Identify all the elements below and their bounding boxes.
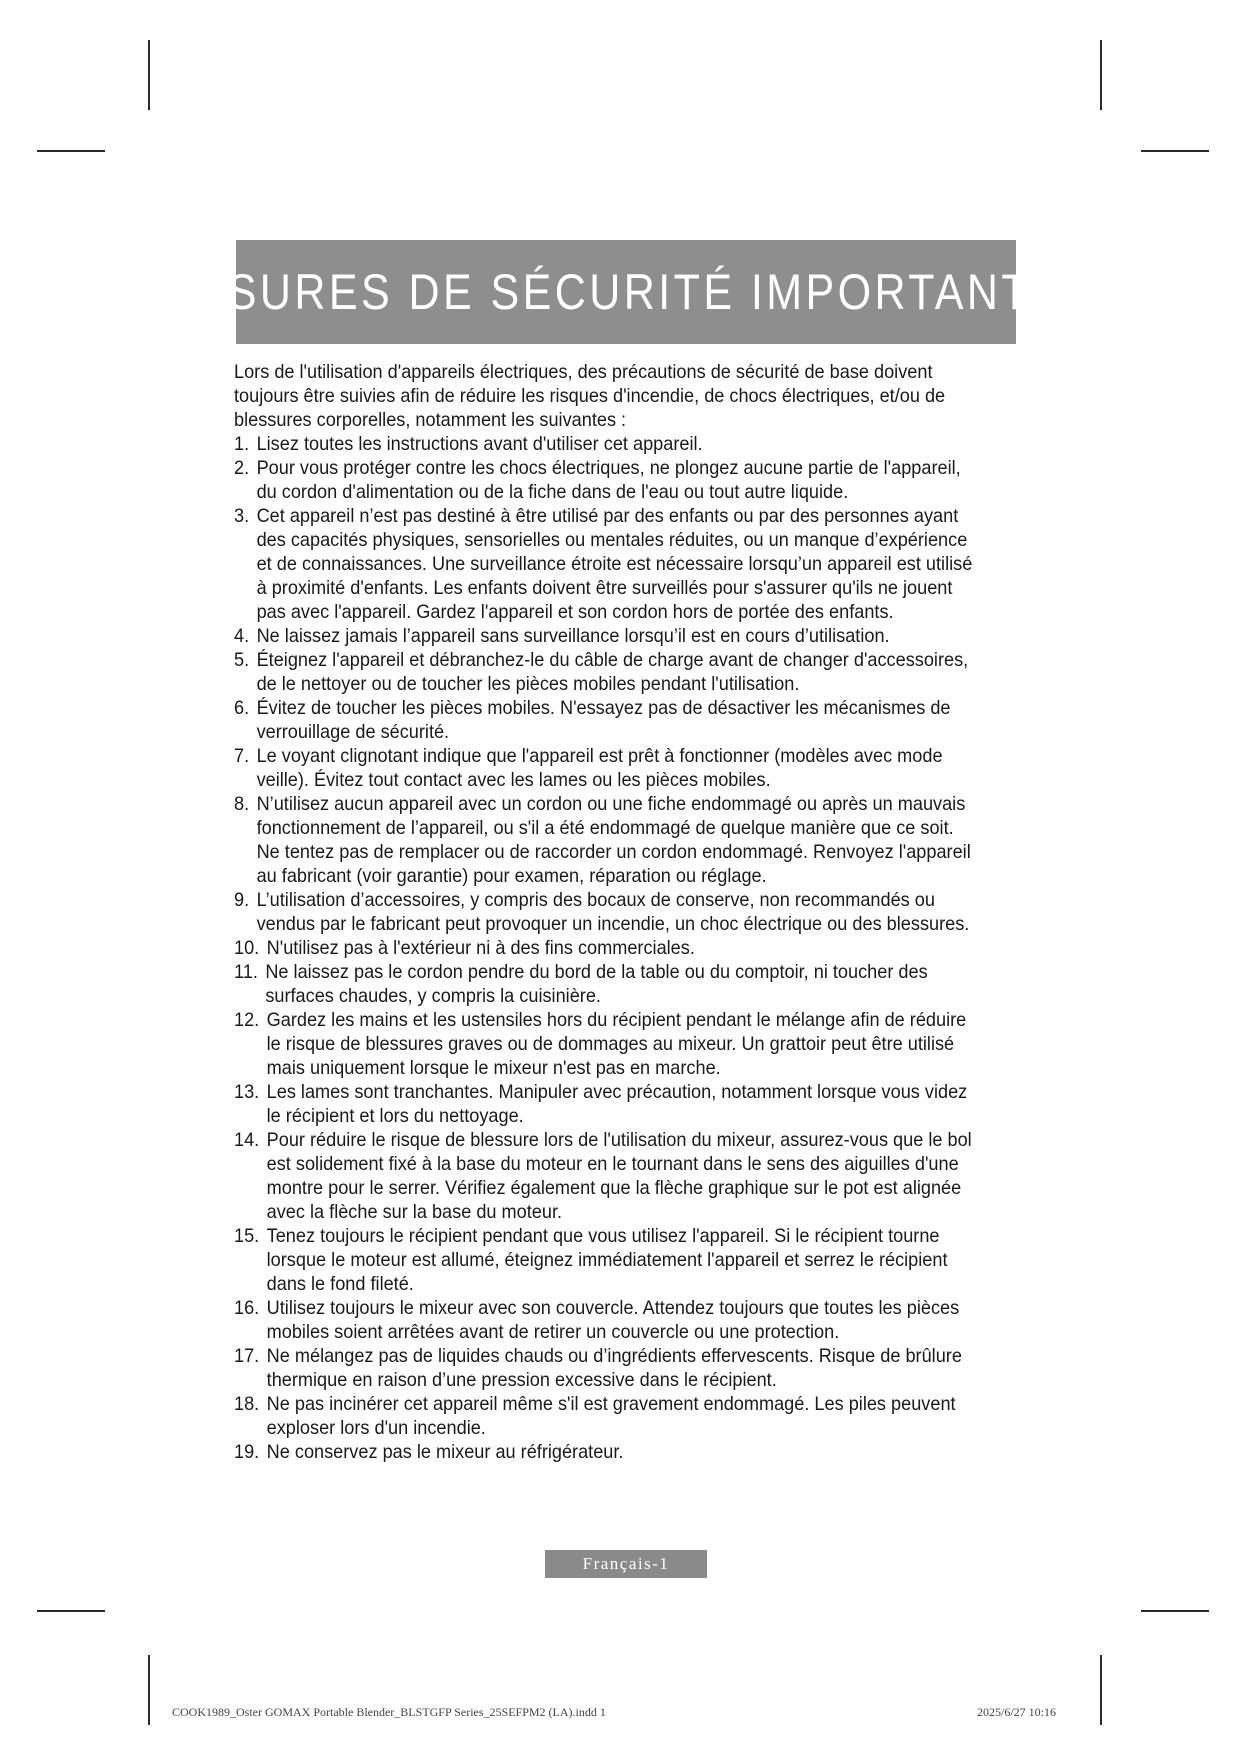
safety-item	[234, 888, 978, 936]
safety-item-text: Gardez les mains et les ustensiles hors du récipient pendant le mélange afin de réduire le risque de blessures graves ou de dommages au mixeur. Un grattoir peut être utilisé mais uniquement lorsque le mixeur n'est pas en marche.	[266, 1009, 967, 1079]
safety-item-text: Ne laissez pas le cordon pendre du bord de la table ou du comptoir, ni toucher des surfaces chaudes, y compris la cuisinière.	[265, 961, 928, 1007]
safety-item	[234, 1392, 978, 1440]
crop-mark-bottom-left-vertical	[148, 1655, 150, 1725]
page-number-tab	[545, 1550, 707, 1578]
safety-item-text: Tenez toujours le récipient pendant que vous utilisez l'appareil. Si le récipient tourne lorsque le moteur est allumé, éteignez immédiatement l'appareil et serrez le récipient dans le fond fileté.	[266, 1225, 948, 1295]
safety-item-text: Les lames sont tranchantes. Manipuler avec précaution, notamment lorsque vous videz le récipient et lors du nettoyage.	[266, 1081, 968, 1127]
safety-item-text: N'utilisez pas à l'extérieur ni à des fins commerciales.	[266, 937, 695, 959]
safety-item-number: 10.	[234, 937, 260, 959]
footer-filename: COOK1989_Oster GOMAX Portable Blender_BLSTGFP Series_25SEFPM2 (LA).indd 1	[172, 1705, 606, 1719]
safety-item-text: Évitez de toucher les pièces mobiles. N'essayez pas de désactiver les mécanismes de verrouillage de sécurité.	[256, 697, 951, 743]
crop-mark-top-left-vertical	[148, 40, 150, 110]
page-title: MESURES DE SÉCURITÉ IMPORTANTES	[156, 264, 1096, 320]
safety-item	[234, 1344, 978, 1392]
safety-item	[234, 936, 978, 960]
safety-item	[234, 1080, 978, 1128]
safety-item-number: 15.	[234, 1225, 260, 1247]
safety-item-number: 16.	[234, 1297, 260, 1319]
safety-item	[234, 1008, 978, 1080]
safety-item-number: 19.	[234, 1441, 260, 1463]
safety-item-text: Lisez toutes les instructions avant d'utiliser cet appareil.	[256, 433, 703, 455]
title-banner	[156, 240, 1096, 344]
safety-item-number: 12.	[234, 1009, 260, 1031]
safety-item	[234, 792, 978, 888]
safety-item-text: L’utilisation d’accessoires, y compris des bocaux de conserve, non recommandés ou vendus par le fabricant peut provoquer un incendie, un choc électrique ou des blessures.	[256, 889, 970, 935]
footer-datetime: 2025/6/27 10:16	[977, 1705, 1057, 1719]
safety-item-text: Ne conservez pas le mixeur au réfrigérateur.	[266, 1441, 624, 1463]
safety-item-number: 7.	[234, 745, 250, 767]
safety-item-number: 2.	[234, 457, 250, 479]
crop-mark-top-right-vertical	[1100, 40, 1102, 110]
safety-item-number: 18.	[234, 1393, 260, 1415]
crop-mark-bottom-right-horizontal	[1141, 1610, 1209, 1612]
safety-item-text: Ne pas incinérer cet appareil même s'il est gravement endommagé. Les piles peuvent exploser lors d'un incendie.	[266, 1393, 956, 1439]
safety-item-text: Le voyant clignotant indique que l'appareil est prêt à fonctionner (modèles avec mode veille). Évitez tout contact avec les lames ou les pièces mobiles.	[256, 745, 943, 791]
safety-list	[234, 432, 978, 1464]
crop-mark-bottom-right-vertical	[1100, 1655, 1102, 1725]
safety-item-number: 8.	[234, 793, 250, 815]
crop-mark-top-right-horizontal	[1141, 150, 1209, 152]
safety-item-text: N’utilisez aucun appareil avec un cordon ou une fiche endommagé ou après un mauvais fonctionnement de l’appareil, ou s'il a été endommagé de quelque manière que ce soit. Ne tentez pas de remplacer ou de raccorder un cordon endommagé. Renvoyez l'appareil au fabricant (voir garantie) pour examen, réparation ou réglage.	[256, 793, 971, 887]
safety-item	[234, 1224, 978, 1296]
safety-item-number: 1.	[234, 433, 250, 455]
crop-mark-bottom-left-horizontal	[37, 1610, 105, 1612]
safety-item-number: 17.	[234, 1345, 260, 1367]
safety-item-number: 3.	[234, 505, 250, 527]
safety-item-number: 11.	[234, 961, 258, 983]
safety-item	[234, 1296, 978, 1344]
safety-item	[234, 696, 978, 744]
safety-item	[234, 1128, 978, 1224]
safety-item-text: Ne laissez jamais l’appareil sans surveillance lorsqu’il est en cours d’utilisation.	[256, 625, 890, 647]
safety-item-text: Utilisez toujours le mixeur avec son couvercle. Attendez toujours que toutes les pièces mobiles soient arrêtées avant de retirer un couvercle ou une protection.	[266, 1297, 960, 1343]
safety-item-text: Cet appareil n’est pas destiné à être utilisé par des enfants ou par des personnes ayant des capacités physiques, sensorielles ou mentales réduites, ou un manque d’expérience et de connaissances. Une surveillance étroite est nécessaire lorsqu’un appareil est utilisé à proximité d'enfants. Les enfants doivent être surveillés pour s'assurer qu'ils ne jouent pas avec l'appareil. Gardez l'appareil et son cordon hors de portée des enfants.	[256, 505, 973, 623]
safety-item-text: Pour vous protéger contre les chocs électriques, ne plongez aucune partie de l'appareil, du cordon d'alimentation ou de la fiche dans de l'eau ou tout autre liquide.	[256, 457, 961, 503]
intro-paragraph: Lors de l'utilisation d'appareils électriques, des précautions de sécurité de base doivent toujours être suivies afin de réduire les risques d'incendie, de chocs électriques, et/ou de blessures corporelles, notamment les suivantes :	[234, 361, 946, 431]
safety-item-number: 6.	[234, 697, 250, 719]
safety-item	[234, 960, 978, 1008]
safety-item	[234, 504, 978, 624]
crop-mark-top-left-horizontal	[37, 150, 105, 152]
safety-item	[234, 432, 978, 456]
safety-item-number: 14.	[234, 1129, 260, 1151]
safety-item-text: Pour réduire le risque de blessure lors de l'utilisation du mixeur, assurez-vous que le bol est solidement fixé à la base du moteur en le tournant dans le sens des aiguilles d'une montre pour le serrer. Vérifiez également que la flèche graphique sur le pot est alignée avec la flèche sur la base du moteur.	[266, 1129, 972, 1223]
safety-item-text: Ne mélangez pas de liquides chauds ou d’ingrédients effervescents. Risque de brûlure thermique en raison d’une pression excessive dans le récipient.	[266, 1345, 962, 1391]
page-number-label: Français-1	[582, 1554, 670, 1573]
safety-item	[234, 456, 978, 504]
safety-item-text: Éteignez l'appareil et débranchez-le du câble de charge avant de changer d'accessoires, de le nettoyer ou de toucher les pièces mobiles pendant l'utilisation.	[256, 649, 969, 695]
safety-item	[234, 624, 978, 648]
safety-item	[234, 1440, 978, 1464]
safety-item-number: 9.	[234, 889, 250, 911]
safety-item-number: 4.	[234, 625, 250, 647]
safety-item	[234, 648, 978, 696]
safety-item	[234, 744, 978, 792]
safety-item-number: 5.	[234, 649, 250, 671]
safety-item-number: 13.	[234, 1081, 260, 1103]
safety-text	[234, 360, 978, 1464]
